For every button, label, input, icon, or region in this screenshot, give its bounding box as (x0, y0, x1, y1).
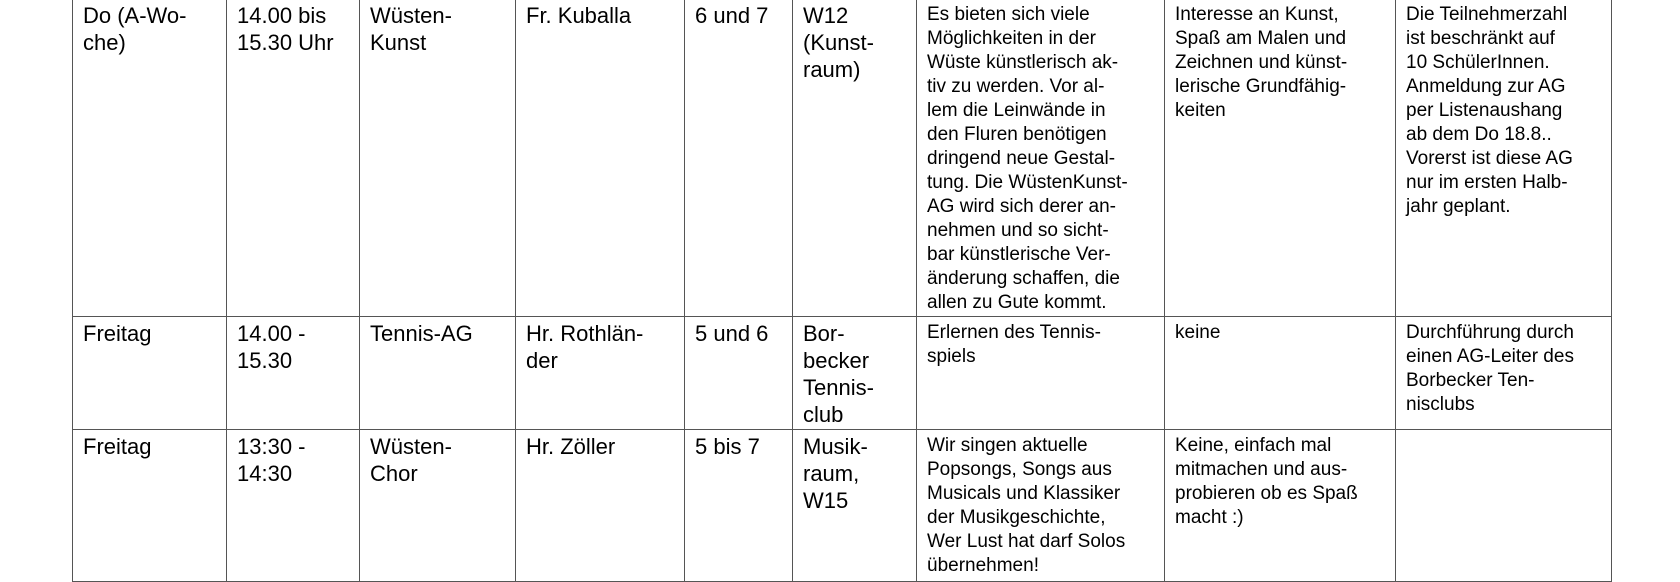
day-cell: Do (A-Wo- che) (73, 0, 227, 317)
ag-name-cell: Wüsten- Kunst (360, 0, 516, 317)
grades-cell: 6 und 7 (685, 0, 793, 317)
description-cell: Wir singen aktuelle Popsongs, Songs aus Musicals und Klassiker der Musikgeschichte, Wer Lust hat darf Solos übernehmen! (917, 430, 1165, 582)
requirements-cell: keine (1165, 317, 1396, 430)
ag-name-cell: Wüsten- Chor (360, 430, 516, 582)
room-cell: W12 (Kunst- raum) (793, 0, 917, 317)
notes-cell: Durchführung durch einen AG-Leiter des Borbecker Ten- nisclubs (1396, 317, 1612, 430)
room-cell: Bor- becker Tennis- club (793, 317, 917, 430)
notes-cell: Die Teilnehmerzahl ist beschränkt auf 10 SchülerInnen. Anmeldung zur AG per Listenaushang ab dem Do 18.8.. Vorerst ist diese AG nur im ersten Halb- jahr geplant. (1396, 0, 1612, 317)
day-cell: Freitag (73, 317, 227, 430)
table-row (73, 317, 1612, 430)
requirements-cell: Keine, einfach mal mitmachen und aus- probieren ob es Spaß macht :) (1165, 430, 1396, 582)
grades-cell: 5 und 6 (685, 317, 793, 430)
room-cell: Musik- raum, W15 (793, 430, 917, 582)
requirements-cell: Interesse an Kunst, Spaß am Malen und Zeichnen und künst- lerische Grundfähig- keiten (1165, 0, 1396, 317)
description-cell: Erlernen des Tennis- spiels (917, 317, 1165, 430)
day-cell: Freitag (73, 430, 227, 582)
ag-schedule-table (72, 0, 1612, 582)
time-cell: 14.00 - 15.30 (227, 317, 360, 430)
table-row (73, 0, 1612, 317)
table-row (73, 430, 1612, 582)
description-cell: Es bieten sich viele Möglichkeiten in der Wüste künstlerisch ak- tiv zu werden. Vor al- lem die Leinwände in den Fluren benötigen dringend neue Gestal- tung. Die WüstenKunst- AG wird sich derer an- nehmen und so sicht- bar künstlerische Ver- änderung schaffen, die allen zu Gute kommt. (917, 0, 1165, 317)
leader-cell: Fr. Kuballa (516, 0, 685, 317)
ag-name-cell: Tennis-AG (360, 317, 516, 430)
grades-cell: 5 bis 7 (685, 430, 793, 582)
notes-cell (1396, 430, 1612, 582)
time-cell: 14.00 bis 15.30 Uhr (227, 0, 360, 317)
time-cell: 13:30 - 14:30 (227, 430, 360, 582)
leader-cell: Hr. Zöller (516, 430, 685, 582)
leader-cell: Hr. Rothlän- der (516, 317, 685, 430)
